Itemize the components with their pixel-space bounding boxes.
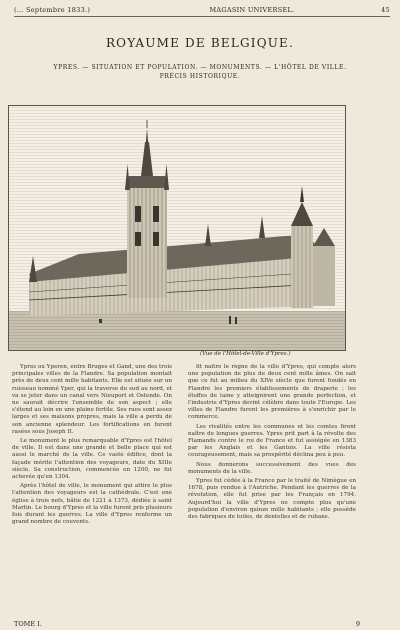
- footer-signature: 9: [355, 620, 360, 628]
- header-magazine-title: MAGASIN UNIVERSEL.: [209, 6, 295, 14]
- footer-tome: TOME I.: [14, 620, 42, 628]
- page-footer: [14, 620, 360, 629]
- right-paragraph-4: Ypres fut cédée à la France par le traité de Nimègue en 1678, puis rendue à l'Autriche. Pendant les guerres de la révolution, elle fut prise par les Français en 1794. Aujourd'hui la ville d'Ypres ne compte plus qu'une population d'environ quinze mille habitants ; elle possède des fabriques de toiles, de dentelles et de rubans.: [188, 478, 356, 521]
- header-date: (… Septembre 1833.): [14, 6, 91, 14]
- left-paragraph-3: Après l'hôtel de ville, le monument qui attire le plus l'attention des voyageurs est la cathédrale. C'est une église à trois nefs, bâtie de 1221 à 1373, dédiée à saint Martin. Le bourg d'Ypres et la ville furent pris plusieurs fois durant les guerres. La ville d'Ypres renferme un grand nombre de couvents.: [12, 483, 172, 526]
- engraving-ypres-cloth-hall: [8, 105, 346, 351]
- header-page-number: 45: [381, 6, 390, 14]
- subtitle-line-1: YPRES. — SITUATION ET POPULATION. — MONUMENTS. — L'HÔTEL DE VILLE.: [53, 64, 347, 71]
- right-paragraph-1: fit naître le règne de la ville d'Ypres, qui compte alors une population de plus de deux cent mille âmes. On sait que ce fut au milieu du XIVe siècle que furent fondés en Flandre les premiers établissements de draperie ; les étoffes de laine y atteignirent une grande perfection, et l'industrie d'Ypres devint célèbre dans toute l'Europe. Les villes de Flandre furent les premières à s'enrichir par le commerce.: [188, 364, 356, 421]
- right-paragraph-2: Les rivalités entre les communes et les comtes firent naître de longues guerres. Ypres prit part à la révolte des Flamands contre le roi de France et fut assiégée en 1383 par les Anglais et les Gantois. La ville résista courageusement, mais sa prospérité déclina peu à peu.: [188, 423, 356, 459]
- left-paragraph-1: Ypres ou Yperen, entre Bruges et Gand, une des trois principales villes de la Flandre. Sa population montait près de deux cent mille habitants. Elle est située sur un ruisseau nommé Yper, qui la traverse du sud au nord, et va se jeter dans un canal vers Nieuport et Ostende. On ne saurait décrire l'ensemble de son aspect ; elle s'étend au loin en une plaine fertile. Ses rues sont assez larges et ses maisons propres, mais la ville a perdu de son ancienne splendeur. Les fortifications en furent rasées sous Joseph II.: [12, 364, 172, 435]
- text-column-left: [12, 364, 172, 614]
- article-title: ROYAUME DE BELGIQUE.: [105, 36, 295, 50]
- running-header: [14, 4, 390, 17]
- engraving-illustration: [9, 106, 345, 350]
- text-column-right: [188, 364, 356, 614]
- right-paragraph-3: Nous donnerons successivement des vues des monuments de la ville.: [188, 461, 356, 475]
- article-subtitle: [20, 63, 380, 81]
- figure-caption: (Vue de l'Hôtel-de-Ville d'Ypres.): [200, 351, 291, 357]
- subtitle-line-2: PRÉCIS HISTORIQUE.: [159, 73, 241, 80]
- left-paragraph-2: Le monument le plus remarquable d'Ypres est l'hôtel de ville. Il est dans une grande et belle place qui est aussi le marché de la ville. Ce vaste édifice, dont la façade mérite l'attention des voyageurs, date du XIIIe siècle. Sa construction, commencée en 1200, ne fut achevée qu'en 1304.: [12, 438, 172, 481]
